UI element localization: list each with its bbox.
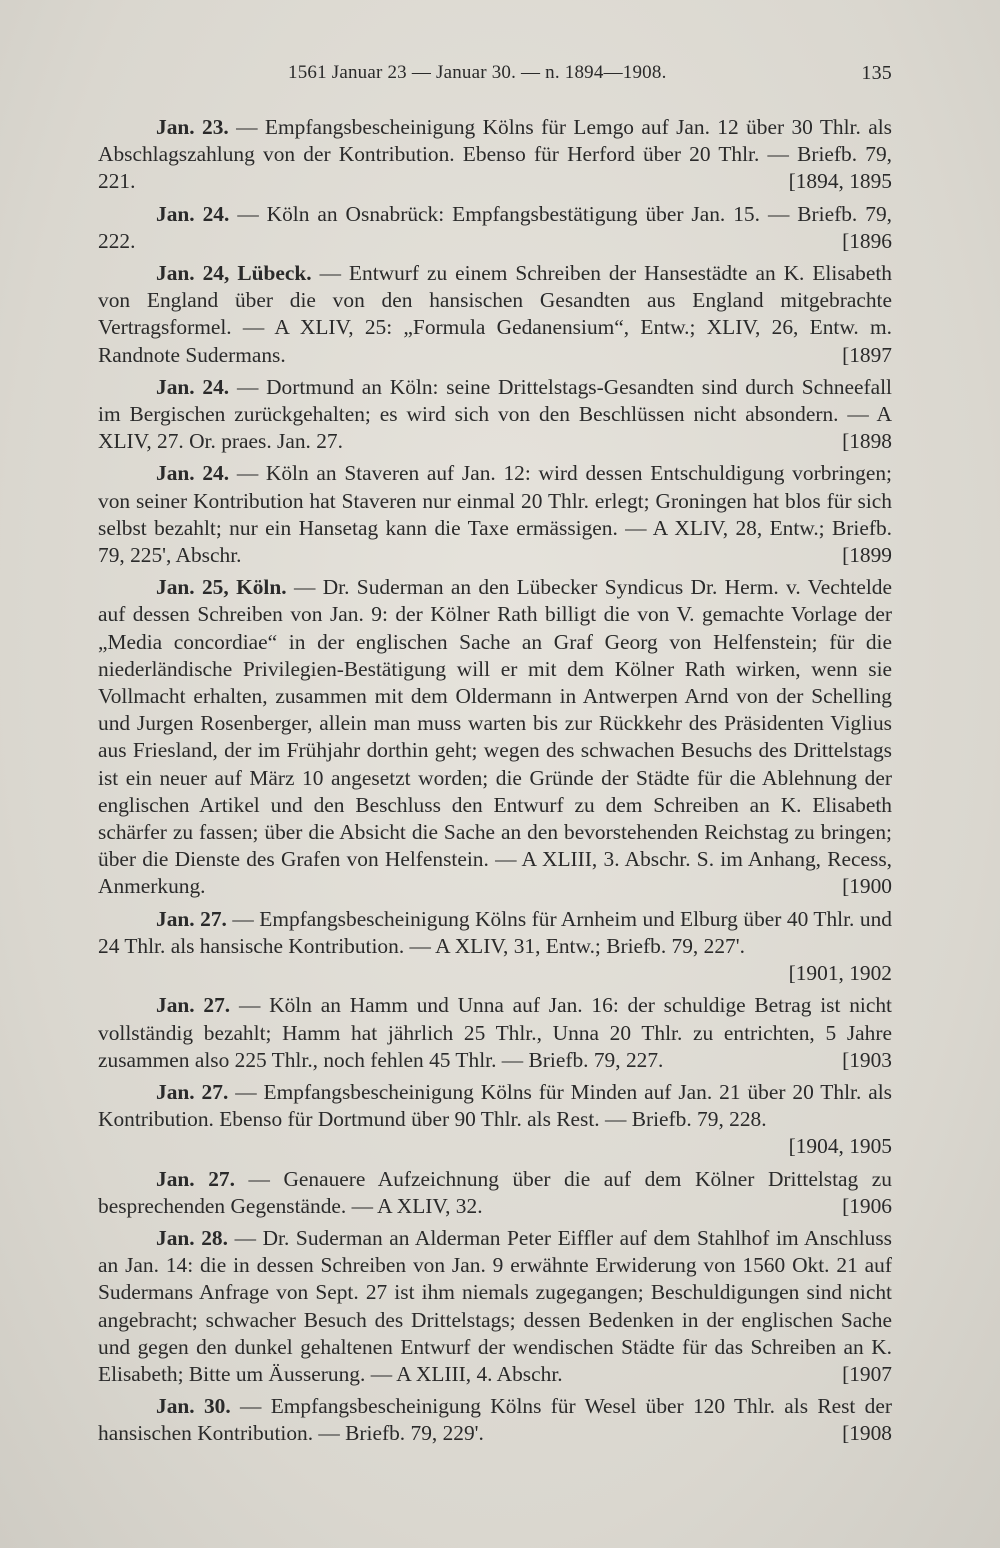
entry-number: [1898 xyxy=(842,429,892,454)
entry-number: [1906 xyxy=(842,1193,892,1218)
entry-1901 xyxy=(98,906,892,988)
entry-text: — Empfangsbescheinigung Kölns für Minden auf Jan. 21 über 20 Thlr. als Kontribution. Ebenso für Dortmund über 90 Thlr. als Rest. — Briefb. 79, 228. xyxy=(98,1079,892,1132)
entry-text: — Empfangsbescheinigung Kölns für Lemgo auf Jan. 12 über 30 Thlr. als Abschlagszahlung von der Kontribution. Ebenso für Herford über 20 Thlr. — Briefb. 79, 221. xyxy=(98,115,892,194)
entry-1903 xyxy=(98,992,892,1074)
entry-number: [1907 xyxy=(842,1361,892,1386)
entry-1907 xyxy=(98,1225,892,1388)
entry-number: [1901, 1902 xyxy=(788,961,892,986)
entry-text: — Dr. Suderman an den Lübecker Syndicus Dr. Herm. v. Vechtelde auf dessen Schreiben von Jan. 9: der Kölner Rath billigt die von V. gemachte Vorlage der „Media concordiae“ in der englischen Sache an Graf Georg von Helfenstein; für die niederländische Privilegien-Bestätigung will er mit dem Kölner Rath wirken, wenn sie Vollmacht erhalten, zusammen mit dem Oldermann in Antwerpen Arnd von der Schelling und Jurgen Rosenberger, allein man muss warten bis zur Rückkehr des Präsidenten Viglius aus Friesland, der im Frühjahr dorthin geht; wegen des schwachen Besuchs des Drittelstags ist ein neuer auf März 10 angesetzt worden; die Gründe der Städte für die Ablehnung der englischen Artikel und den Beschluss den Entwurf zu dem Schreiben an K. Elisabeth schärfer zu fassen; über die Absicht die Sache an den bevorstehenden Reichstag zu bringen; über die Dienste des Grafen von Helfenstein. — A XLIII, 3. Abschr. S. im Anhang, Recess, Anmerkung. xyxy=(98,575,892,899)
entry-date: Jan. 27. xyxy=(156,993,231,1018)
entry-1894 xyxy=(98,114,892,196)
page-number: 135 xyxy=(861,62,892,84)
entry-number: [1896 xyxy=(842,228,892,253)
entry-text: — Köln an Staveren auf Jan. 12: wird dessen Entschuldigung vorbringen; von seiner Kontribution hat Staveren nur einmal 20 Thlr. erlegt; Groningen hat blos für sich selbst bezahlt; nur ein Hansetag kann die Taxe ermässigen. — A XLIV, 28, Entw.; Briefb. 79, 225', Abschr. xyxy=(98,461,892,568)
entry-1897 xyxy=(98,260,892,369)
entry-1898 xyxy=(98,374,892,456)
entry-number: [1900 xyxy=(842,874,892,899)
entry-date: Jan. 24. xyxy=(156,201,230,226)
entries-list xyxy=(98,114,892,1453)
entry-text: — Entwurf zu einem Schreiben der Hansestädte an K. Elisabeth von England über die von den hansischen Gesandten aus England mitgebrachte Vertragsformel. — A XLIV, 25: „Formula Gedanensium“, Entw.; XLIV, 26, Entw. m. Randnote Sudermans. xyxy=(98,261,892,367)
entry-text: — Köln an Hamm und Unna auf Jan. 16: der schuldige Betrag ist nicht vollständig bezahlt; Hamm hat jährlich 25 Thlr., Unna 20 Thlr. zu entrichten, 5 Jahre zusammen also 225 Thlr., noch fehlen 45 Thlr. — Briefb. 79, 227. xyxy=(98,993,892,1072)
entry-text: — Genauere Aufzeichnung über die auf dem Kölner Drittelstag zu besprechenden Gegenstände. — A XLIV, 32. xyxy=(98,1166,892,1218)
entry-date: Jan. 27. xyxy=(156,906,227,931)
entry-number: [1904, 1905 xyxy=(788,1134,892,1159)
entry-1896 xyxy=(98,201,892,255)
entry-1899 xyxy=(98,460,892,569)
entry-date: Jan. 28. xyxy=(156,1225,228,1250)
entry-text: — Dortmund an Köln: seine Drittelstags-Gesandten sind durch Schneefall im Bergischen zurückgehalten; es wird sich von den Beschlüssen nicht absondern. — A XLIV, 27. Or. praes. Jan. 27. xyxy=(98,374,892,454)
entry-number: [1908 xyxy=(842,1421,892,1446)
entry-text: — Empfangsbescheinigung Kölns für Wesel über 120 Thlr. als Rest der hansischen Kontribution. — Briefb. 79, 229'. xyxy=(98,1394,892,1446)
entry-1906 xyxy=(98,1166,892,1220)
entry-place: Köln. xyxy=(236,575,287,600)
entry-date: Jan. 30. xyxy=(156,1394,231,1419)
entry-date: Jan. 24. xyxy=(156,374,230,399)
entry-number: [1894, 1895 xyxy=(788,169,892,194)
entry-text: — Empfangsbescheinigung Kölns für Arnheim und Elburg über 40 Thlr. und 24 Thlr. als hansische Kontribution. — A XLIV, 31, Entw.; Briefb. 79, 227'. xyxy=(98,906,892,958)
entry-1900 xyxy=(98,574,892,900)
entry-date: Jan. 24, xyxy=(156,261,230,286)
entry-number: [1897 xyxy=(842,342,892,367)
running-title: 1561 Januar 23 — Januar 30. — n. 1894—1908. xyxy=(288,62,667,83)
entry-text: — Köln an Osnabrück: Empfangsbestätigung über Jan. 15. — Briefb. 79, 222. xyxy=(98,201,892,253)
entry-place: Lübeck. xyxy=(237,261,312,286)
entry-date: Jan. 24. xyxy=(156,461,230,486)
entry-number: [1899 xyxy=(842,543,892,568)
entry-date: Jan. 23. xyxy=(156,115,229,139)
entry-number: [1903 xyxy=(842,1047,892,1072)
entry-date: Jan. 27. xyxy=(156,1166,235,1191)
entry-1904 xyxy=(98,1079,892,1161)
entry-date: Jan. 27. xyxy=(156,1079,229,1104)
entry-text: — Dr. Suderman an Alderman Peter Eiffler auf dem Stahlhof im Anschluss an Jan. 14: die in dessen Schreiben von Jan. 9 erwähnte Erwiderung von 1560 Okt. 21 auf Sudermans Anfrage von Sept. 27 ist ihm niemals zugegangen; Beschuldigungen sind nicht angebracht; schwacher Besuch des Drittelstags; dessen Bedenken in der englischen Sache und gegen den dunkel gehaltenen Entwurf der wendischen Städte für das Schreiben an K. Elisabeth; Bitte um Äusserung. — A XLIII, 4. Abschr. xyxy=(98,1225,892,1386)
entry-date: Jan. 25, xyxy=(156,575,229,600)
entry-1908 xyxy=(98,1393,892,1447)
